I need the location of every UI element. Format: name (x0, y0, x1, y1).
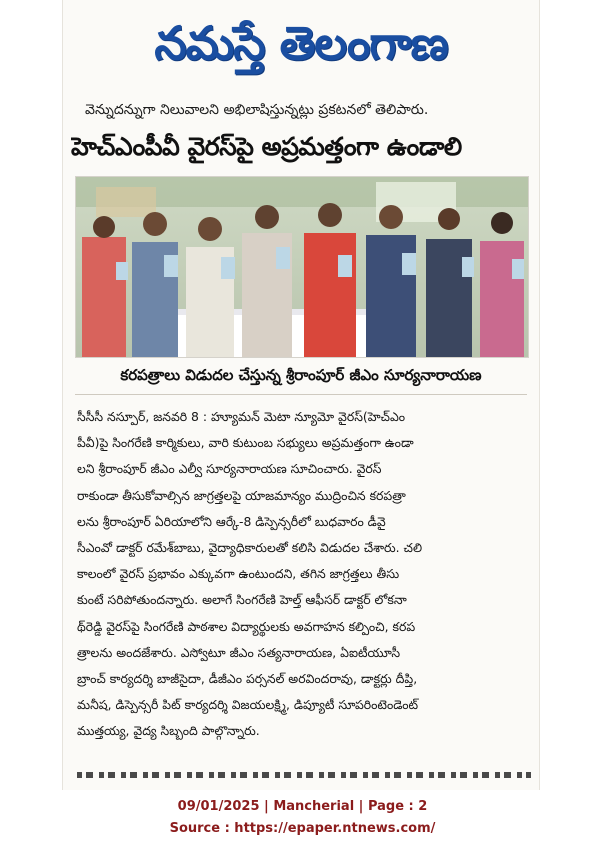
body-line: పీవీ)పై సింగరేణి కార్మికులు, వారి కుటుంబ సభ్యులు అప్రమత్తంగా ఉండా (77, 435, 414, 451)
photo-illustration (76, 177, 528, 357)
previous-article-tail: వెన్నుదన్నుగా నిలువాలని అభిలాషిస్తున్నట్లు ప్రకటనలో తెలిపారు. (85, 102, 429, 118)
article-body (77, 404, 531, 745)
body-line: కుంటే సరిపోతుందన్నారు. అలాగే సింగరేణి హెల్త్ ఆఫీసర్ డాక్టర్ లోకనా (77, 592, 407, 608)
source-footer (0, 796, 605, 840)
body-line: త్రాలను అందజేశారు. ఎస్వోటూ జీఎం సత్యనారాయణ, ఏఐటీయూసీ (77, 644, 401, 660)
body-line: థ్‌రెడ్డి వైరస్‌పై సింగరేణి పాఠశాల విద్యార్థులకు అవగాహన కల్పించి, కరప (77, 618, 416, 634)
body-line: కాలంలో వైరస్ ప్రభావం ఎక్కువగా ఉంటుందని, తగిన జాగ్రత్తలు తీసు (77, 566, 400, 582)
body-line: మనీష, డిస్పెన్సరీ పిట్ కార్యదర్శి విజయలక్ష్మి, డిప్యూటీ సూపరింటెండెంట్ (77, 697, 419, 713)
body-line: రాకుండా తీసుకోవాల్సిన జాగ్రత్తలపై యాజమాన్యం ముద్రించిన కరపత్రా (77, 487, 406, 503)
body-line: లను శ్రీరాంపూర్ ఏరియాలోని ఆర్కే-8 డిస్పెన్సరీలో బుధవారం డీవై (77, 513, 386, 529)
body-line: లని శ్రీరాంపూర్ జీఎం ఎల్వీ సూర్యనారాయణ సూచించారు. వైరస్ (77, 461, 382, 477)
photo-caption: కరపత్రాలు విడుదల చేస్తున్న శ్రీరాంపూర్ జీఎం సూర్యనారాయణ (75, 360, 527, 395)
body-line: సీఎంవో డాక్టర్ రమేశ్‌బాబు, వైద్యాధికారులతో కలిసి విడుదల చేశారు. చలి (77, 540, 423, 556)
footer-date-edition: 09/01/2025 | Mancherial | Page : 2 (177, 799, 428, 814)
article-headline: హెచ్ఎంపీవీ వైరస్‌పై అప్రమత్తంగా ఉండాలి (71, 132, 462, 161)
body-line: ముత్తయ్య, వైద్య సిబ్బంది పాల్గొన్నారు. (77, 723, 260, 739)
cut-off-next-line (77, 770, 531, 784)
newspaper-clipping (62, 0, 540, 790)
body-line: బ్రాంచ్ కార్యదర్శి బాజీసైదా, డీజీఎం పర్సనల్ అరవిందరావు, డాక్టర్లు దీప్తి, (77, 671, 418, 687)
newspaper-masthead: నమస్తే తెలంగాణ (154, 16, 448, 70)
body-line: సీసీసీ నస్పూర్, జనవరి 8 : హ్యూమన్ మెటా న్యూమో వైరస్(హెచ్ఎం (77, 409, 406, 424)
article-photo (75, 176, 529, 358)
footer-source-link[interactable]: Source : https://epaper.ntnews.com/ (169, 821, 436, 836)
